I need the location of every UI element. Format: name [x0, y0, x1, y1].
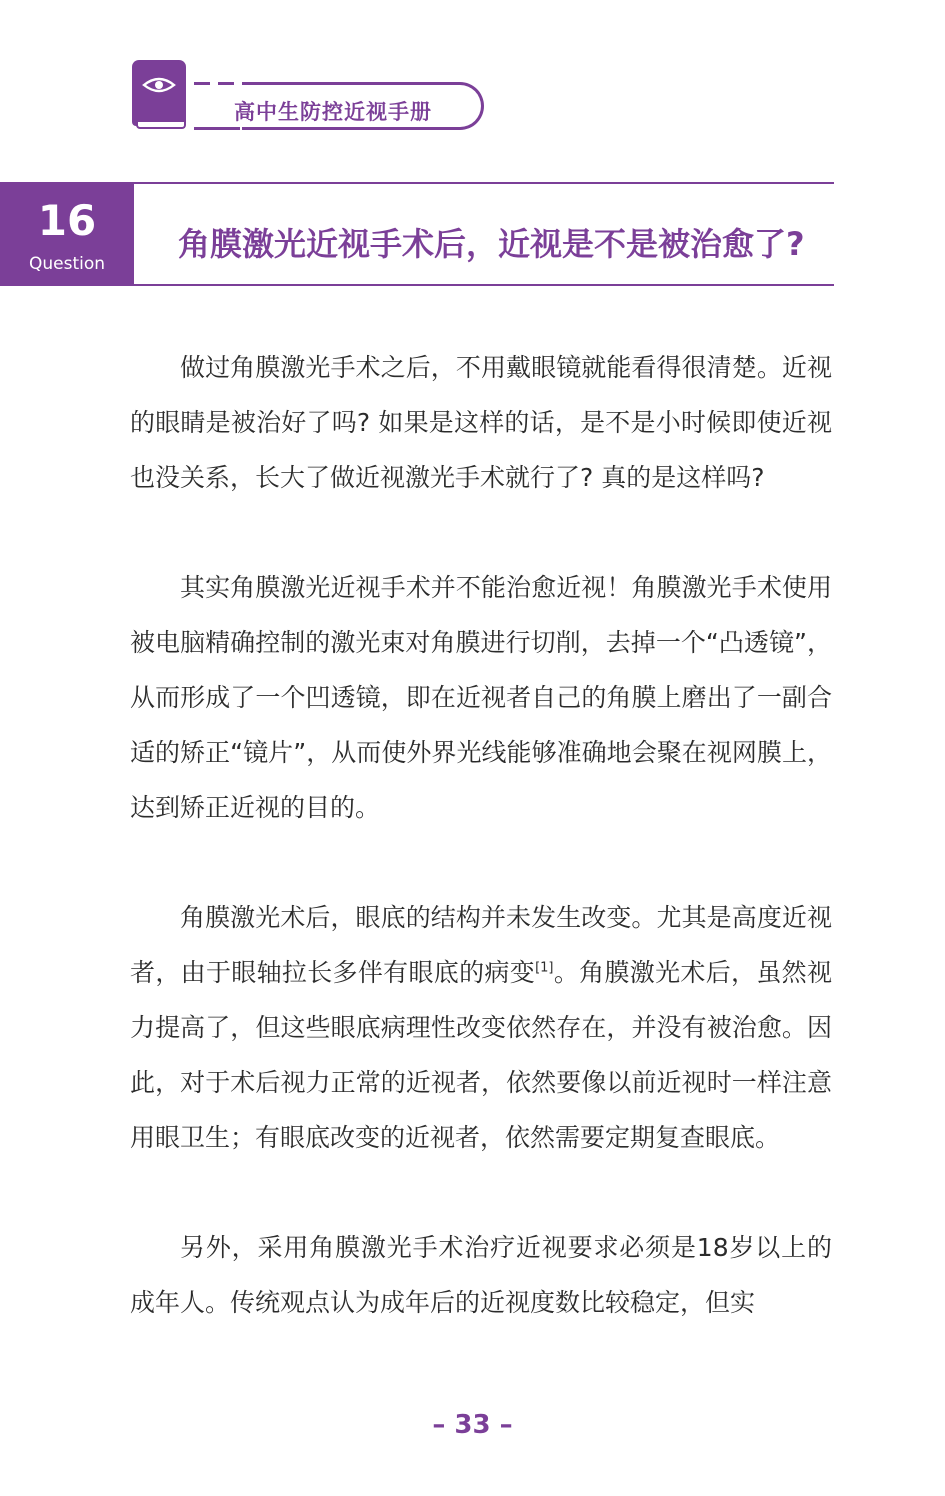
paragraph: 其实角膜激光近视手术并不能治愈近视！角膜激光手术使用被电脑精确控制的激光束对角膜进行切削，去掉一个“凸透镜”，从而形成了一个凹透镜，即在近视者自己的角膜上磨出了一副合适的矫正“镜片”，从而使外界光线能够准确地会聚在视网膜上，达到矫正近视的目的。 [130, 573, 832, 822]
question-title: 角膜激光近视手术后，近视是不是被治愈了? [178, 225, 805, 263]
article-body [130, 340, 832, 1330]
paragraph: 另外，采用角膜激光手术治疗近视要求必须是18岁以上的成年人。传统观点认为成年后的近视度数比较稳定，但实 [130, 1233, 832, 1317]
header-dash [194, 127, 240, 130]
question-number: 16 [37, 196, 97, 245]
paragraph-text: 角膜激光术后，眼底的结构并未发生改变。尤其是高度近视者，由于眼轴拉长多伴有眼底的病变 [130, 903, 832, 987]
header-dash [218, 82, 234, 85]
paragraph [130, 890, 832, 1165]
book-eye-icon [132, 60, 186, 126]
header-dash [194, 82, 210, 85]
title-top-rule [134, 182, 834, 184]
book-page-decoration [136, 122, 186, 129]
question-badge [0, 182, 134, 286]
citation-marker[interactable]: [1] [535, 960, 554, 976]
question-label: Question [28, 254, 106, 274]
page-number: – 33 – [432, 1410, 513, 1440]
handbook-header [132, 60, 492, 135]
paragraph-text: 。角膜激光术后，虽然视力提高了，但这些眼底病理性改变依然存在，并没有被治愈。因此，对于术后视力正常的近视者，依然要像以前近视时一样注意用眼卫生；有眼底改变的近视者，依然需要定期复查眼底。 [130, 958, 832, 1152]
handbook-title: 高中生防控近视手册 [234, 100, 432, 124]
paragraph: 做过角膜激光手术之后，不用戴眼镜就能看得很清楚。近视的眼睛是被治好了吗? 如果是这样的话，是不是小时候即使近视也没关系，长大了做近视激光手术就行了? 真的是这样吗? [130, 353, 832, 492]
title-bottom-rule [134, 284, 834, 286]
